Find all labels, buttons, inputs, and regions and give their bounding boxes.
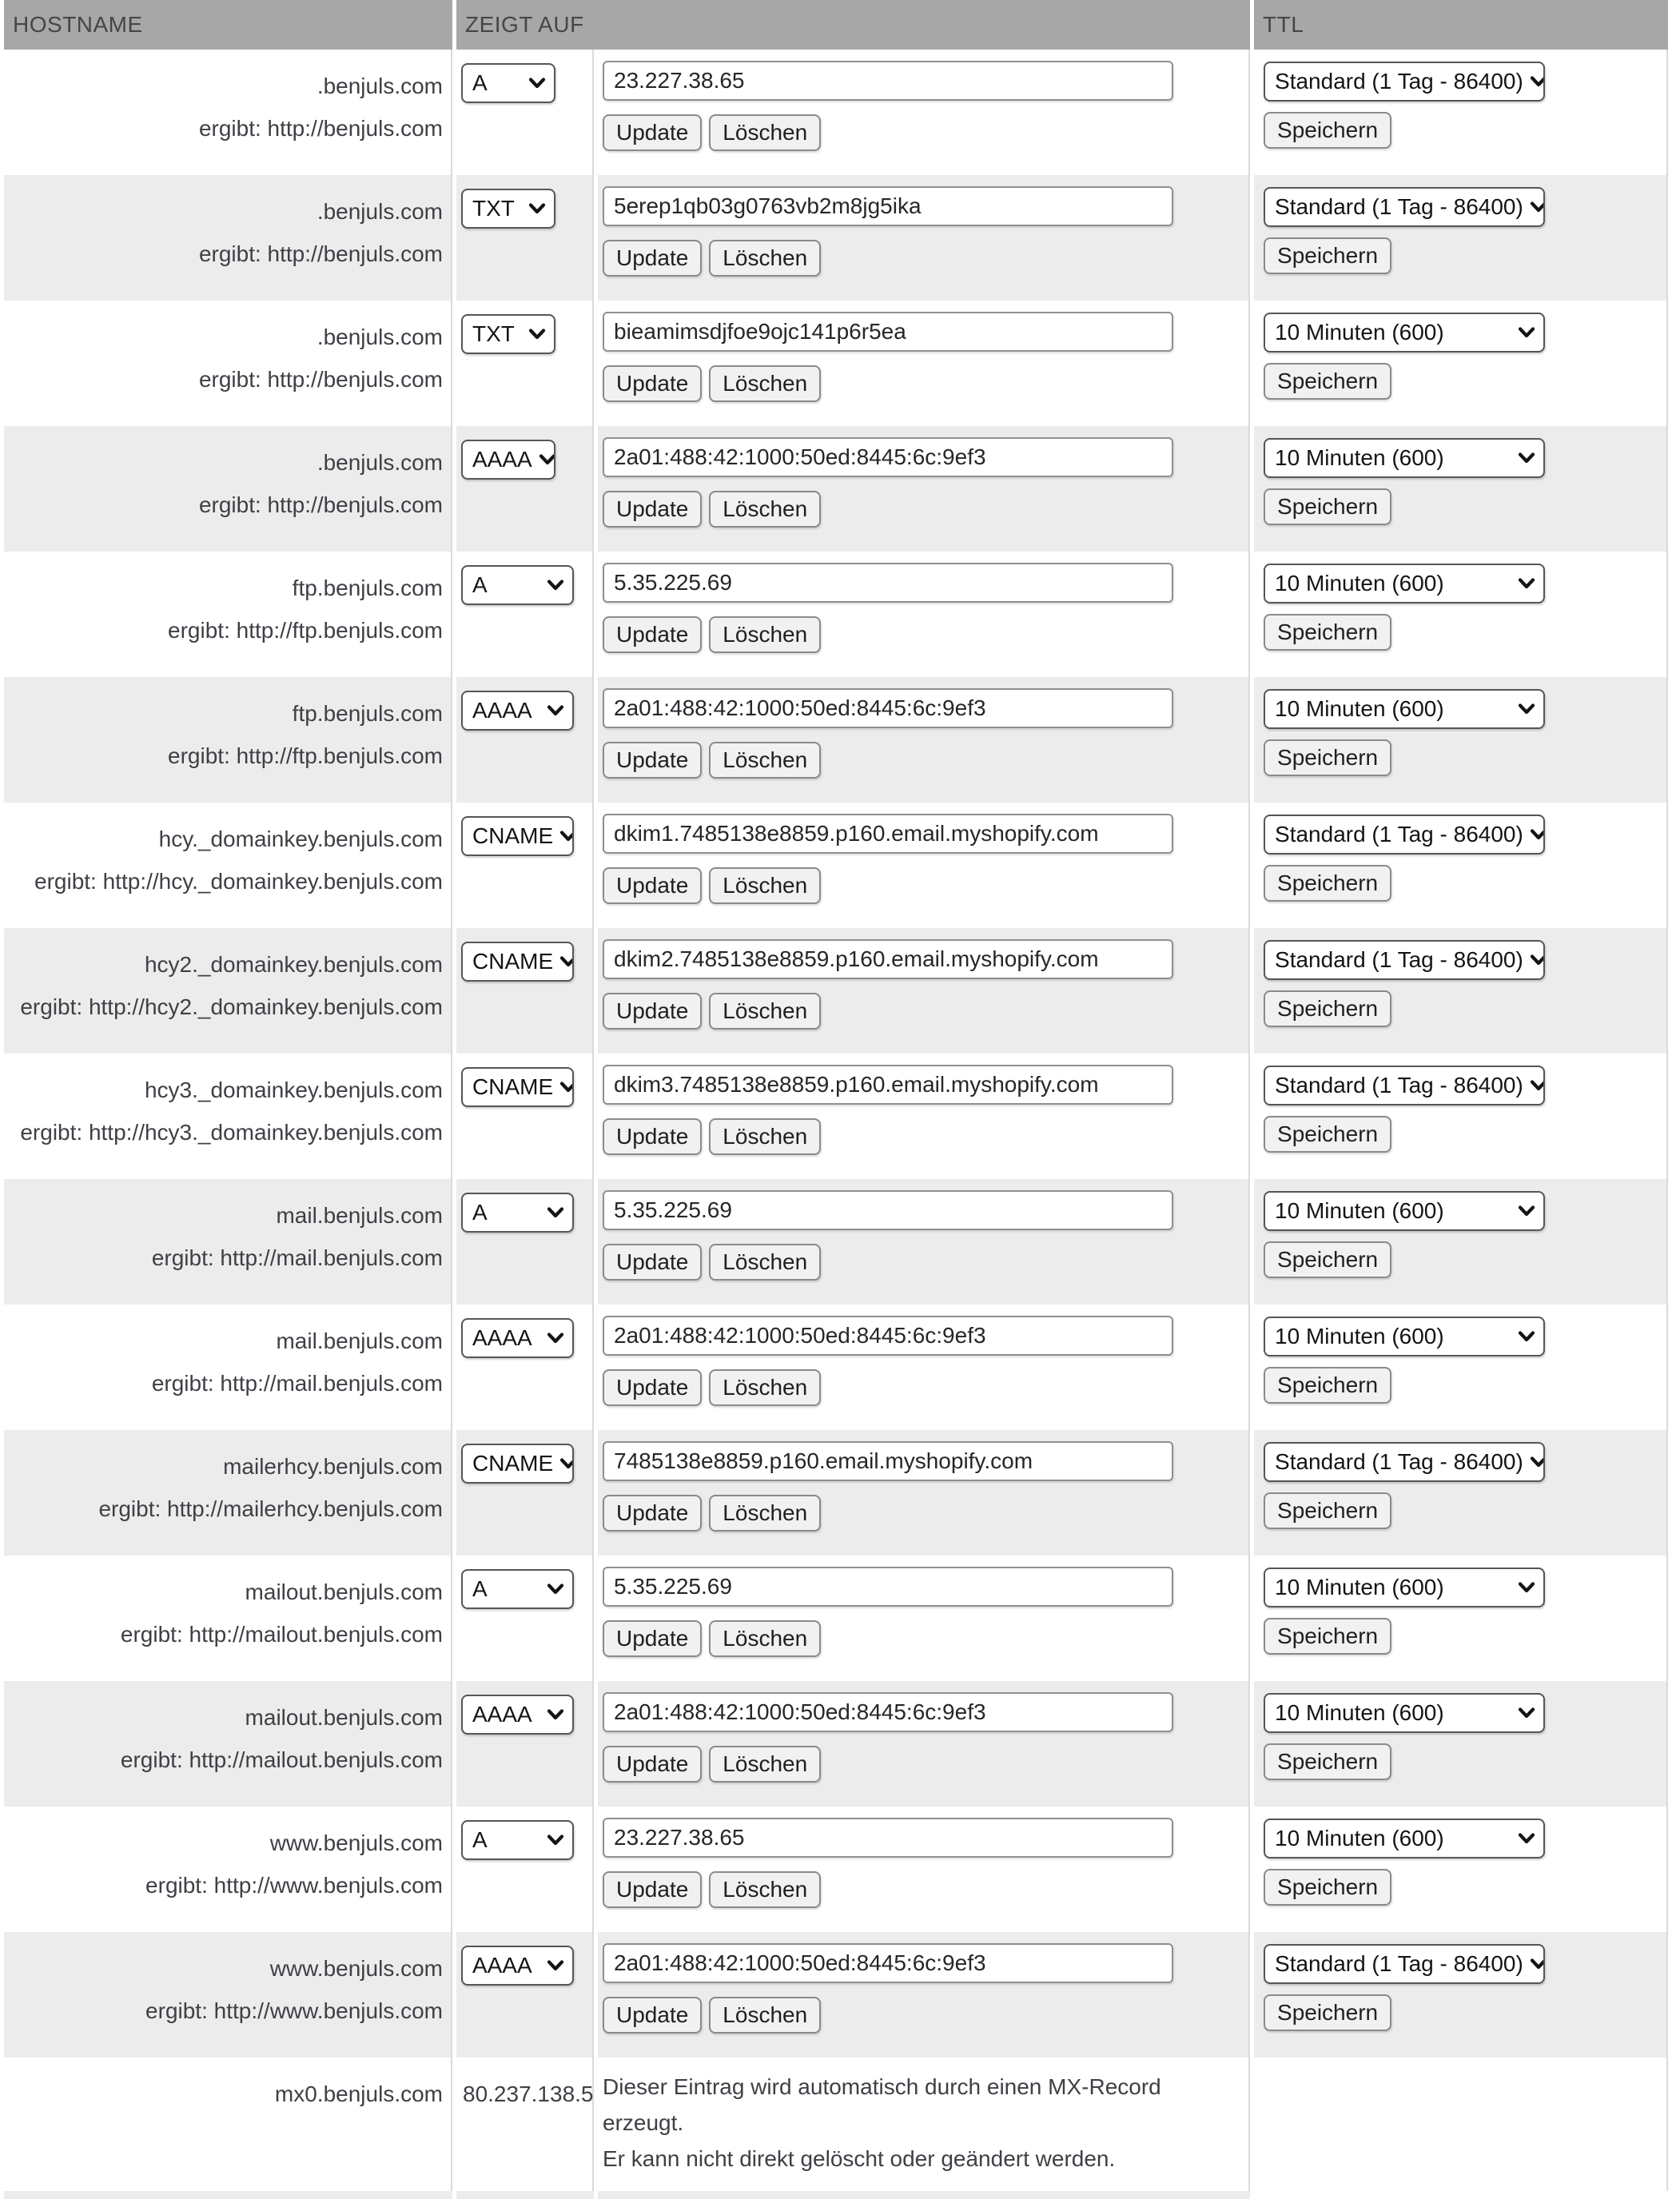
save-button[interactable]: Speichern [1264, 1743, 1391, 1780]
dns-record-row [4, 1681, 1668, 1807]
save-button[interactable]: Speichern [1264, 1241, 1391, 1278]
delete-button[interactable]: Löschen [709, 1746, 821, 1783]
record-resolves-to: ergibt: http://mailout.benjuls.com [120, 1622, 443, 1647]
record-hostname: www.benjuls.com [269, 1956, 443, 1981]
ttl-value: 10 Minuten (600) [1275, 1826, 1444, 1850]
record-type-select[interactable] [461, 565, 574, 605]
update-button[interactable]: Update [603, 1997, 702, 2034]
update-button[interactable]: Update [603, 742, 702, 779]
update-button[interactable]: Update [603, 240, 702, 277]
record-type-value: TXT [472, 196, 515, 221]
ttl-select[interactable] [1264, 564, 1545, 604]
ttl-select[interactable] [1264, 1317, 1545, 1356]
record-value-input[interactable] [603, 1943, 1173, 1983]
chevron-down-icon [1518, 327, 1535, 338]
ttl-value: 10 Minuten (600) [1275, 445, 1444, 470]
record-hostname: hcy._domainkey.benjuls.com [158, 827, 443, 851]
record-hostname: mail.benjuls.com [276, 1329, 443, 1353]
record-type-value: CNAME [472, 1074, 554, 1099]
save-button[interactable]: Speichern [1264, 488, 1391, 525]
dns-record-row [4, 175, 1668, 301]
ttl-select[interactable] [1264, 689, 1545, 729]
record-hostname: ftp.benjuls.com [292, 576, 443, 600]
dns-record-row [4, 426, 1668, 552]
record-hostname: ftp.benjuls.com [292, 701, 443, 726]
record-type-select[interactable] [461, 1067, 574, 1107]
record-type-value: CNAME [472, 949, 554, 974]
ttl-value: Standard (1 Tag - 86400) [1275, 947, 1523, 972]
delete-button[interactable]: Löschen [709, 742, 821, 779]
record-type-select[interactable] [461, 816, 574, 856]
ttl-value: Standard (1 Tag - 86400) [1275, 822, 1523, 847]
ttl-value: 10 Minuten (600) [1275, 320, 1444, 345]
column-header-ttl: TTL [1254, 0, 1668, 50]
record-type-value: A [472, 70, 488, 95]
chevron-down-icon [547, 1207, 564, 1218]
chevron-down-icon [1530, 1080, 1545, 1091]
record-type-value: AAAA [472, 698, 532, 723]
save-button[interactable]: Speichern [1264, 865, 1391, 902]
chevron-down-icon [528, 78, 546, 89]
save-button[interactable]: Speichern [1264, 739, 1391, 776]
ttl-value: Standard (1 Tag - 86400) [1275, 1951, 1523, 1976]
record-type-select[interactable] [461, 440, 555, 480]
record-resolves-to: ergibt: http://www.benjuls.com [145, 1998, 443, 2023]
update-button[interactable]: Update [603, 365, 702, 402]
update-button[interactable]: Update [603, 993, 702, 1030]
record-resolves-to: ergibt: http://hcy._domainkey.benjuls.com [34, 869, 443, 894]
record-resolves-to: ergibt: http://ftp.benjuls.com [168, 743, 443, 768]
record-type-select[interactable] [461, 314, 555, 354]
record-value-input[interactable] [603, 1818, 1173, 1858]
column-header-points-to: ZEIGT AUF [456, 0, 1250, 50]
ttl-select[interactable] [1264, 438, 1545, 478]
record-hostname: .benjuls.com [316, 450, 443, 475]
ttl-select[interactable] [1264, 313, 1545, 353]
record-hostname: mailerhcy.benjuls.com [223, 1454, 443, 1479]
ttl-select[interactable] [1264, 1191, 1545, 1231]
record-type-select[interactable] [461, 1946, 574, 1986]
table-header-row [4, 0, 1668, 50]
record-type-select[interactable] [461, 1695, 574, 1735]
delete-button[interactable]: Löschen [709, 365, 821, 402]
chevron-down-icon [528, 329, 546, 340]
record-resolves-to: ergibt: http://mailerhcy.benjuls.com [98, 1496, 443, 1521]
ttl-select[interactable] [1264, 1568, 1545, 1607]
record-hostname: .benjuls.com [316, 199, 443, 224]
record-hostname: mail.benjuls.com [276, 1203, 443, 1228]
dns-record-row [4, 803, 1668, 928]
chevron-down-icon [1518, 1833, 1535, 1844]
readonly-note-line-1: Dieser Eintrag wird automatisch durch einen MX-Record erzeugt. [603, 2074, 1161, 2135]
dns-record-row [4, 1556, 1668, 1681]
dns-record-row [4, 1305, 1668, 1430]
ttl-value: Standard (1 Tag - 86400) [1275, 1073, 1523, 1098]
delete-button[interactable]: Löschen [709, 1369, 821, 1406]
chevron-down-icon [559, 831, 574, 842]
chevron-down-icon [1518, 452, 1535, 464]
dns-record-row [4, 301, 1668, 426]
record-hostname: mailout.benjuls.com [245, 1580, 443, 1604]
save-button[interactable]: Speichern [1264, 990, 1391, 1027]
save-button[interactable]: Speichern [1264, 1492, 1391, 1529]
record-hostname: .benjuls.com [316, 74, 443, 98]
record-value-input[interactable] [603, 1316, 1173, 1356]
record-value-input[interactable] [603, 437, 1173, 477]
chevron-down-icon [547, 1960, 564, 1971]
chevron-down-icon [1530, 829, 1545, 840]
chevron-down-icon [1518, 703, 1535, 715]
record-resolves-to: ergibt: http://benjuls.com [198, 241, 443, 266]
record-value-input[interactable] [603, 312, 1173, 352]
delete-button[interactable]: Löschen [709, 1997, 821, 2034]
delete-button[interactable]: Löschen [709, 1871, 821, 1908]
record-type-select[interactable] [461, 1444, 574, 1484]
delete-button[interactable]: Löschen [709, 240, 821, 277]
record-value-input[interactable] [603, 1065, 1173, 1105]
chevron-down-icon [1518, 1331, 1535, 1342]
record-type-select[interactable] [461, 1569, 574, 1609]
record-resolves-to: ergibt: http://hcy2._domainkey.benjuls.com [20, 994, 443, 1019]
record-type-select[interactable] [461, 691, 574, 731]
record-hostname: hcy2._domainkey.benjuls.com [144, 952, 443, 977]
save-button[interactable]: Speichern [1264, 614, 1391, 651]
chevron-down-icon [1530, 954, 1545, 966]
save-button[interactable]: Speichern [1264, 1869, 1391, 1906]
dns-record-row [4, 1430, 1668, 1556]
ttl-select[interactable] [1264, 1944, 1545, 1984]
dns-record-row [4, 1179, 1668, 1305]
record-resolves-to: ergibt: http://hcy3._domainkey.benjuls.com [20, 1120, 443, 1145]
update-button[interactable]: Update [603, 867, 702, 904]
ttl-select[interactable] [1264, 1819, 1545, 1858]
ttl-value: 10 Minuten (600) [1275, 1575, 1444, 1599]
chevron-down-icon [547, 1584, 564, 1595]
chevron-down-icon [547, 1709, 564, 1720]
delete-button[interactable]: Löschen [709, 867, 821, 904]
record-resolves-to: ergibt: http://benjuls.com [198, 367, 443, 392]
record-resolves-to: ergibt: http://benjuls.com [198, 492, 443, 517]
chevron-down-icon [547, 705, 564, 716]
dns-record-row [4, 552, 1668, 677]
record-type-value: A [472, 572, 488, 597]
update-button[interactable]: Update [603, 1495, 702, 1532]
dns-record-row [4, 1807, 1668, 1932]
save-button[interactable]: Speichern [1264, 1367, 1391, 1404]
record-type-value: TXT [472, 321, 515, 346]
record-type-value: A [472, 1827, 488, 1852]
delete-button[interactable]: Löschen [709, 1118, 821, 1155]
ttl-select[interactable] [1264, 940, 1545, 980]
record-type-select[interactable] [461, 63, 555, 103]
update-button[interactable]: Update [603, 114, 702, 151]
chevron-down-icon [1518, 1582, 1535, 1593]
record-resolves-to: ergibt: http://www.benjuls.com [145, 1873, 443, 1898]
record-resolves-to: ergibt: http://mail.benjuls.com [151, 1371, 443, 1396]
record-type-value: AAAA [472, 1702, 532, 1727]
dns-record-row [4, 50, 1668, 175]
ttl-value: Standard (1 Tag - 86400) [1275, 1449, 1523, 1474]
record-type-value: AAAA [472, 1325, 532, 1350]
column-header-hostname: HOSTNAME [4, 0, 452, 50]
dns-record-row [4, 1932, 1668, 2058]
record-type-value: AAAA [472, 447, 532, 472]
chevron-down-icon [539, 454, 555, 465]
chevron-down-icon [1518, 578, 1535, 589]
next-row-partial [4, 2191, 1668, 2199]
record-hostname: mx0.benjuls.com [274, 2081, 443, 2106]
record-type-value: AAAA [472, 1953, 532, 1978]
ttl-select[interactable] [1264, 62, 1545, 102]
ttl-select[interactable] [1264, 815, 1545, 855]
update-button[interactable]: Update [603, 1244, 702, 1281]
ttl-select[interactable] [1264, 1693, 1545, 1733]
record-resolves-to: ergibt: http://benjuls.com [198, 116, 443, 141]
dns-record-row-readonly [4, 2058, 1668, 2191]
chevron-down-icon [1530, 1958, 1545, 1970]
chevron-down-icon [1530, 1456, 1545, 1468]
record-hostname: mailout.benjuls.com [245, 1705, 443, 1730]
update-button[interactable]: Update [603, 1871, 702, 1908]
ttl-value: 10 Minuten (600) [1275, 571, 1444, 596]
delete-button[interactable]: Löschen [709, 616, 821, 653]
update-button[interactable]: Update [603, 1746, 702, 1783]
record-value-input[interactable] [603, 939, 1173, 979]
chevron-down-icon [1530, 76, 1545, 87]
record-type-value: A [472, 1576, 488, 1601]
record-type-value: CNAME [472, 1451, 554, 1476]
update-button[interactable]: Update [603, 616, 702, 653]
chevron-down-icon [559, 956, 574, 967]
record-value-input[interactable] [603, 186, 1173, 226]
record-value-input[interactable] [603, 1692, 1173, 1732]
chevron-down-icon [1518, 1707, 1535, 1719]
record-type-select[interactable] [461, 1820, 574, 1860]
dns-record-row [4, 677, 1668, 803]
record-hostname: www.benjuls.com [269, 1831, 443, 1855]
delete-button[interactable]: Löschen [709, 1620, 821, 1657]
delete-button[interactable]: Löschen [709, 1495, 821, 1532]
chevron-down-icon [559, 1082, 574, 1093]
delete-button[interactable]: Löschen [709, 1244, 821, 1281]
chevron-down-icon [1518, 1205, 1535, 1217]
record-resolves-to: ergibt: http://mail.benjuls.com [151, 1245, 443, 1270]
record-value-input[interactable] [603, 1441, 1173, 1481]
record-resolves-to: ergibt: http://ftp.benjuls.com [168, 618, 443, 643]
record-type-value: A [472, 1200, 488, 1225]
record-type-value: CNAME [472, 823, 554, 848]
save-button[interactable]: Speichern [1264, 363, 1391, 400]
save-button[interactable]: Speichern [1264, 237, 1391, 274]
dns-record-row [4, 1054, 1668, 1179]
record-resolves-to: ergibt: http://mailout.benjuls.com [120, 1747, 443, 1772]
ttl-value: 10 Minuten (600) [1275, 696, 1444, 721]
save-button[interactable]: Speichern [1264, 1994, 1391, 2031]
update-button[interactable]: Update [603, 1118, 702, 1155]
record-hostname: hcy3._domainkey.benjuls.com [144, 1078, 443, 1102]
record-static-value: 80.237.138.5 [463, 2081, 594, 2106]
record-value-input[interactable] [603, 1190, 1173, 1230]
record-type-select[interactable] [461, 1318, 574, 1358]
ttl-select[interactable] [1264, 1442, 1545, 1482]
record-value-input[interactable] [603, 1567, 1173, 1607]
record-value-input[interactable] [603, 814, 1173, 854]
record-value-input[interactable] [603, 61, 1173, 101]
update-button[interactable]: Update [603, 1620, 702, 1657]
record-type-select[interactable] [461, 942, 574, 982]
chevron-down-icon [528, 203, 546, 214]
ttl-value: Standard (1 Tag - 86400) [1275, 194, 1523, 219]
save-button[interactable]: Speichern [1264, 1618, 1391, 1655]
save-button[interactable]: Speichern [1264, 1116, 1391, 1153]
chevron-down-icon [559, 1458, 574, 1469]
delete-button[interactable]: Löschen [709, 993, 821, 1030]
chevron-down-icon [547, 580, 564, 591]
chevron-down-icon [547, 1333, 564, 1344]
save-button[interactable]: Speichern [1264, 112, 1391, 149]
record-type-select[interactable] [461, 1193, 574, 1233]
delete-button[interactable]: Löschen [709, 491, 821, 528]
ttl-value: 10 Minuten (600) [1275, 1198, 1444, 1223]
update-button[interactable]: Update [603, 1369, 702, 1406]
update-button[interactable]: Update [603, 491, 702, 528]
dns-record-row [4, 928, 1668, 1054]
ttl-value: 10 Minuten (600) [1275, 1324, 1444, 1348]
record-hostname: .benjuls.com [316, 325, 443, 349]
delete-button[interactable]: Löschen [709, 114, 821, 151]
ttl-select[interactable] [1264, 187, 1545, 227]
record-value-input[interactable] [603, 688, 1173, 728]
ttl-select[interactable] [1264, 1066, 1545, 1105]
record-value-input[interactable] [603, 563, 1173, 603]
ttl-value: Standard (1 Tag - 86400) [1275, 69, 1523, 94]
readonly-note-line-2: Er kann nicht direkt gelöscht oder geändert werden. [603, 2146, 1116, 2171]
record-type-select[interactable] [461, 189, 555, 229]
chevron-down-icon [547, 1834, 564, 1846]
ttl-value: 10 Minuten (600) [1275, 1700, 1444, 1725]
chevron-down-icon [1530, 201, 1545, 213]
